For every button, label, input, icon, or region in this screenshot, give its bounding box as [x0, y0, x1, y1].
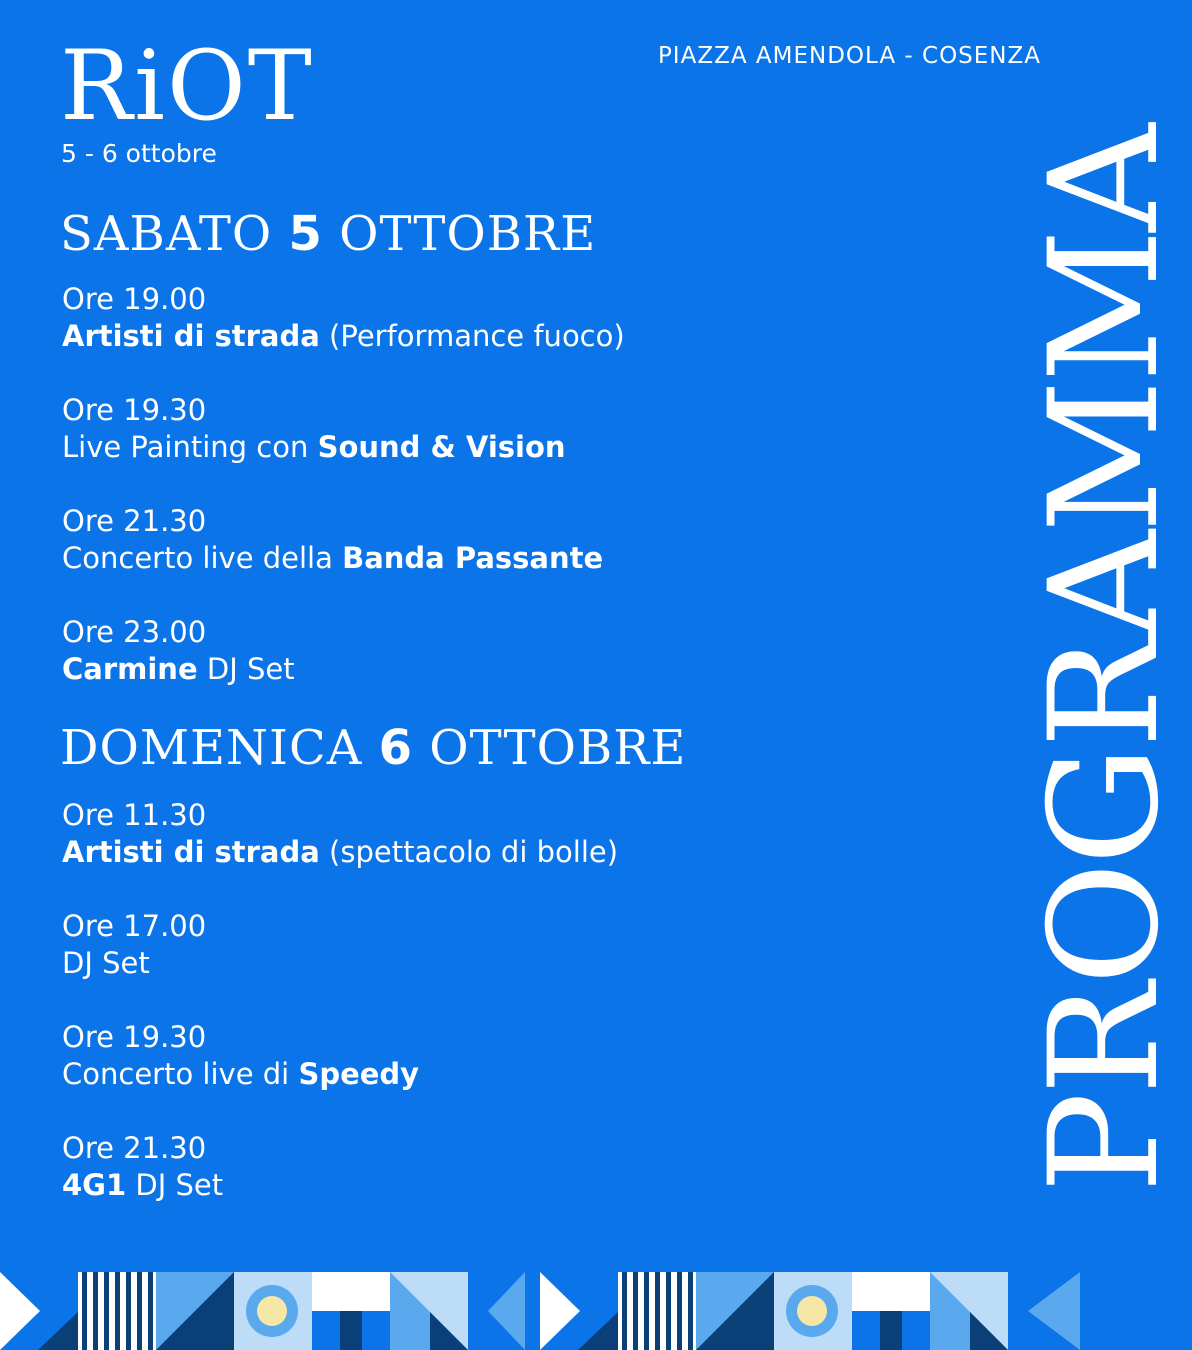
event-text: DJ Set	[197, 652, 295, 686]
event-description	[62, 945, 206, 982]
event-text: DJ Set	[126, 1168, 224, 1202]
event-sun-3	[62, 1019, 419, 1093]
triangle-shape	[540, 1272, 580, 1350]
day-title-number: 5	[288, 206, 323, 262]
event-sun-4	[62, 1130, 223, 1204]
sun-circle-shape	[257, 1296, 287, 1326]
triangle-shape	[0, 1272, 40, 1350]
event-sun-2	[62, 908, 206, 982]
event-time: Ore 19.00	[62, 282, 207, 316]
event-dates: 5 - 6 ottobre	[61, 139, 217, 168]
pattern-tile-left	[0, 1272, 525, 1350]
pattern-tile-right	[540, 1272, 1080, 1350]
event-highlight: Sound & Vision	[317, 430, 566, 464]
event-highlight: Artisti di strada	[62, 835, 320, 869]
day-title-number: 6	[378, 720, 414, 776]
event-sat-1	[62, 281, 625, 355]
event-time: Ore 19.30	[62, 1020, 207, 1054]
event-description	[62, 834, 618, 871]
event-sat-4	[62, 614, 295, 688]
rect-shape	[880, 1311, 902, 1350]
event-time: Ore 21.30	[62, 1131, 207, 1165]
event-sat-2	[62, 392, 566, 466]
event-description	[62, 540, 603, 577]
event-text: Concerto live di	[62, 1057, 299, 1091]
day-title-post: OTTOBRE	[413, 720, 687, 776]
event-highlight: Artisti di strada	[62, 319, 320, 353]
day-title-pre: SABATO	[60, 206, 289, 262]
triangle-shape	[1028, 1272, 1080, 1350]
event-highlight: 4G1	[62, 1168, 127, 1202]
event-time: Ore 17.00	[62, 909, 207, 943]
day-title-post: OTTOBRE	[322, 206, 597, 262]
event-time: Ore 19.30	[62, 393, 207, 427]
day-title-pre: DOMENICA	[60, 720, 379, 776]
event-sat-3	[62, 503, 603, 577]
event-text: (spettacolo di bolle)	[319, 835, 619, 869]
event-time: Ore 21.30	[62, 504, 207, 538]
event-text: (Performance fuoco)	[319, 319, 625, 353]
geometric-pattern-strip	[0, 1272, 1080, 1350]
rect-shape	[340, 1311, 362, 1350]
event-highlight: Banda Passante	[342, 541, 604, 575]
day-title-saturday	[60, 206, 596, 262]
triangle-shape	[488, 1272, 525, 1350]
riot-logo: RiOT	[60, 30, 314, 142]
event-text: DJ Set	[62, 946, 150, 980]
event-description	[62, 1056, 419, 1093]
day-title-sunday	[60, 720, 686, 776]
event-time: Ore 23.00	[62, 615, 207, 649]
event-description	[62, 1167, 223, 1204]
event-description	[62, 651, 295, 688]
event-description	[62, 429, 566, 466]
programma-vertical-title: PROGRAMMA	[1018, 126, 1192, 1193]
event-highlight: Speedy	[298, 1057, 420, 1091]
event-description	[62, 318, 625, 355]
event-text: Concerto live della	[62, 541, 343, 575]
event-sun-1	[62, 797, 618, 871]
sun-circle-shape	[797, 1296, 827, 1326]
event-time: Ore 11.30	[62, 798, 207, 832]
event-highlight: Carmine	[62, 652, 198, 686]
event-text: Live Painting con	[62, 430, 318, 464]
event-location: PIAZZA AMENDOLA - COSENZA	[657, 43, 1041, 69]
